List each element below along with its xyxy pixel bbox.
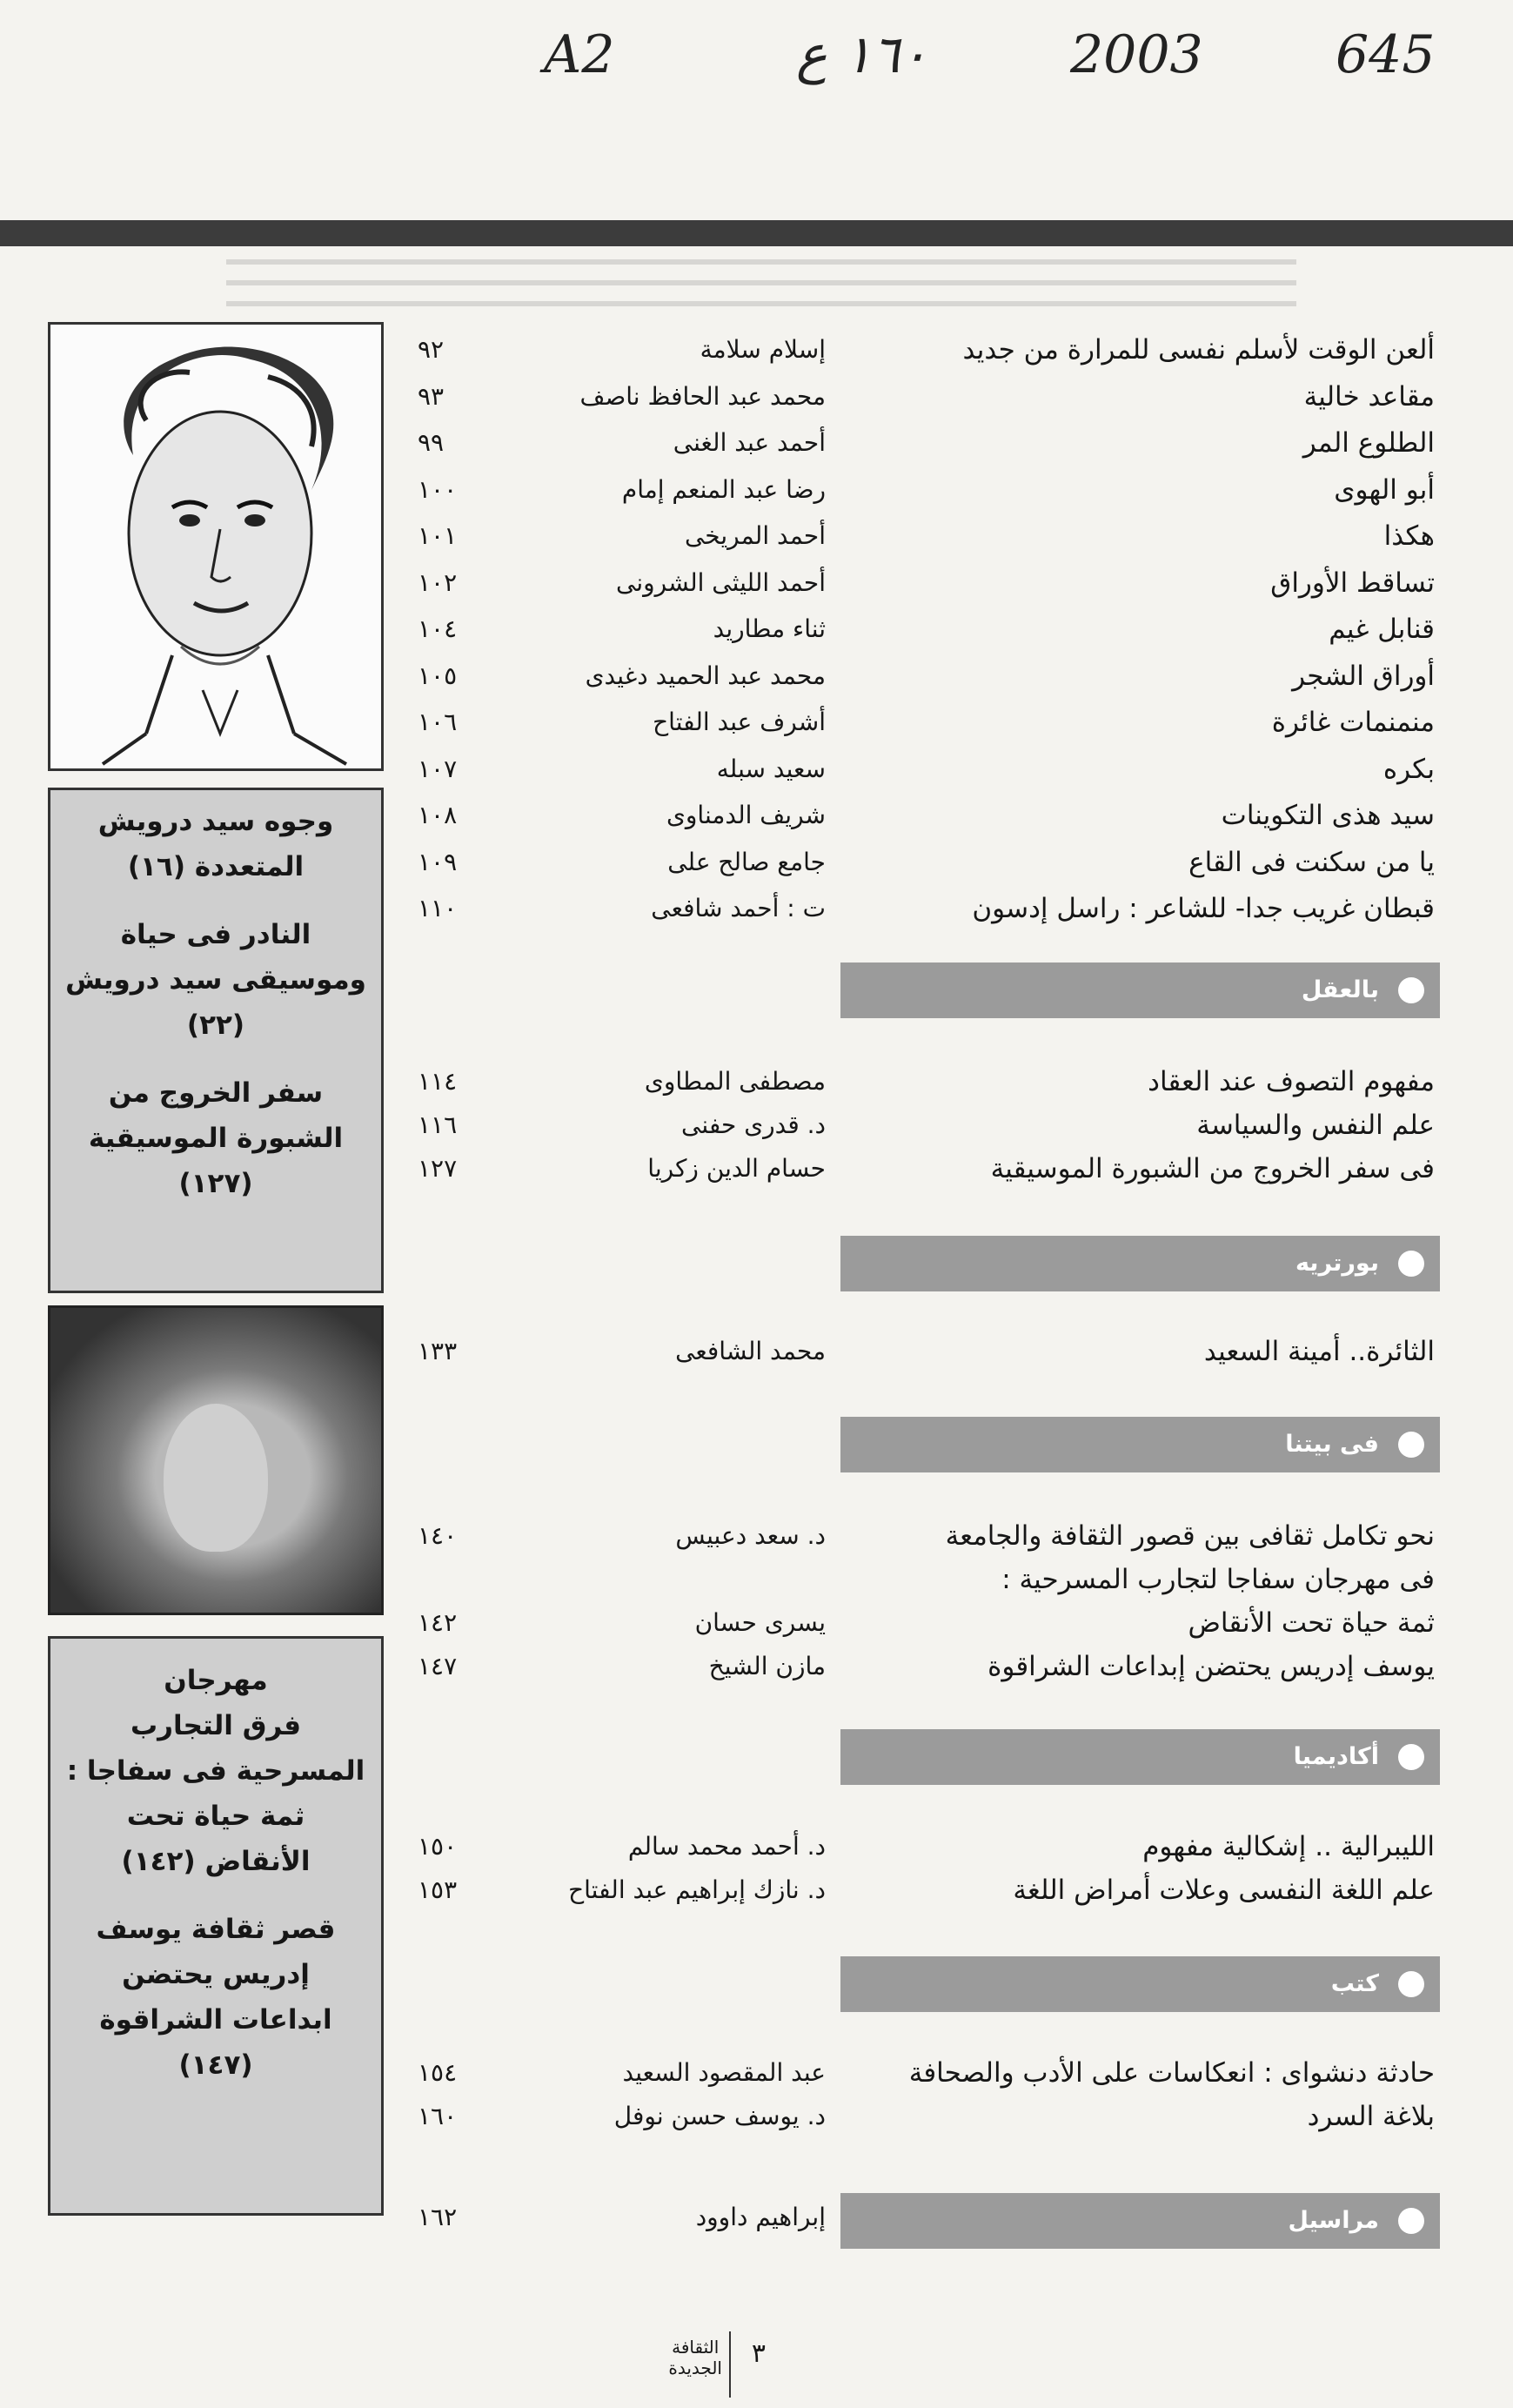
section-label: بورتريه: [1295, 1250, 1379, 1277]
section-label: كتب: [1330, 1970, 1379, 1997]
toc-row: [0, 1556, 1513, 1603]
toc-title: يا من سكنت فى القاع: [1188, 846, 1435, 878]
toc-title: الثائرة.. أمينة السعيد: [1203, 1336, 1435, 1367]
section-label: مراسيل: [1288, 2207, 1379, 2234]
toc-title: فى مهرجان سفاجا لتجارب المسرحية :: [1001, 1564, 1435, 1595]
sidebar-line: وموسيقى سيد درويش: [65, 964, 366, 996]
toc-author: عبد المقصود السعيد: [622, 2058, 826, 2087]
sidebar-line: إدريس يحتضن: [122, 1959, 310, 1990]
sidebar-line: (١٢٧): [178, 1168, 253, 1199]
page-footer: [609, 2337, 766, 2398]
toc-page: ١٠١: [418, 521, 458, 550]
bullet-icon: [1398, 1251, 1424, 1277]
toc-page: ١٠٢: [418, 567, 458, 597]
section-label: فى بيتنا: [1285, 1431, 1379, 1458]
toc-title: علم النفس والسياسة: [1196, 1110, 1435, 1141]
toc-author: حسام الدين زكريا: [647, 1154, 826, 1183]
toc-title: بكره: [1382, 753, 1435, 785]
toc-row: [0, 419, 1513, 466]
toc-author: د. يوسف حسن نوفل: [613, 2102, 826, 2130]
sidebar-line: ثمة حياة تحت: [126, 1801, 305, 1832]
sidebar-line: النادر فى حياة: [120, 919, 311, 950]
sidebar-line: ابداعات الشراقوة: [99, 2004, 332, 2036]
toc-author: أحمد عبد الغنى: [673, 428, 826, 457]
toc-author: محمد عبد الحميد دغيدى: [585, 661, 826, 690]
toc-page: ١١٠: [418, 894, 458, 922]
toc-row: [0, 839, 1513, 886]
toc-row: [0, 513, 1513, 560]
toc-title: فى سفر الخروج من الشبورة الموسيقية: [990, 1153, 1435, 1184]
toc-row: [0, 373, 1513, 420]
toc-row: [0, 1328, 1513, 1375]
toc-row: [0, 1823, 1513, 1870]
toc-row: [0, 746, 1513, 793]
section-header: [840, 1417, 1440, 1472]
section-label: أكاديميا: [1293, 1743, 1379, 1770]
toc-author: ثناء مطاريد: [713, 614, 826, 643]
toc-page: ١٦٢: [418, 2203, 458, 2231]
toc-author: د. نازك إبراهيم عبد الفتاح: [568, 1875, 826, 1904]
toc-author: رضا عبد المنعم إمام: [621, 474, 826, 504]
toc-row: [0, 606, 1513, 653]
toc-page: ١٠٤: [418, 614, 458, 643]
toc-author: مصطفى المطاوى: [644, 1067, 826, 1096]
toc-row: [0, 1600, 1513, 1647]
section-header: [840, 1956, 1440, 2012]
toc-row: [0, 1513, 1513, 1559]
sidebar-line: (٢٢): [186, 1009, 245, 1041]
toc-author: أحمد المريخى: [684, 521, 826, 550]
toc-author: د. سعد دعبيس: [675, 1521, 826, 1550]
toc-title: ثمة حياة تحت الأنقاض: [1188, 1607, 1435, 1639]
footer-divider: [729, 2331, 731, 2398]
toc-title: بلاغة السرد: [1307, 2101, 1435, 2132]
bullet-icon: [1398, 2208, 1424, 2234]
toc-row: [0, 326, 1513, 373]
toc-title: الطلوع المر: [1302, 427, 1435, 459]
toc-author: محمد الشافعى: [675, 1337, 826, 1365]
toc-author: سعيد سبله: [716, 754, 826, 783]
toc-row: [0, 466, 1513, 513]
toc-title: منمنمات غائرة: [1271, 707, 1435, 738]
toc-row: [0, 560, 1513, 607]
toc-author: محمد عبد الحافظ ناصف: [579, 381, 826, 411]
toc-title: نحو تكامل ثقافى بين قصور الثقافة والجامعة: [945, 1520, 1435, 1552]
toc-author: أحمد الليثى الشرونى: [616, 567, 826, 597]
toc-title: علم اللغة النفسى وعلات أمراض اللغة: [1013, 1875, 1435, 1906]
magazine-name-line: الجديدة: [668, 2358, 722, 2378]
toc-page: ١٥٠: [418, 1832, 458, 1861]
toc-page: ١٠٦: [418, 708, 458, 736]
sidebar-line: سفر الخروج من: [108, 1077, 324, 1109]
toc-title: يوسف إدريس يحتضن إبداعات الشراقوة: [987, 1651, 1435, 1682]
toc-page: ١٠٠: [418, 474, 458, 504]
toc-title: قبطان غريب جدا- للشاعر : راسل إدسون: [972, 893, 1435, 924]
toc-row: [0, 2049, 1513, 2096]
toc-page: ١٤٧: [418, 1652, 458, 1680]
handwritten-ref: A2: [544, 24, 615, 85]
toc-row: [0, 1058, 1513, 1105]
toc-page: ١٦٠: [418, 2102, 458, 2130]
sidebar-line: قصر ثقافة يوسف: [96, 1914, 336, 1945]
toc-title: مفهوم التصوف عند العقاد: [1148, 1066, 1435, 1097]
toc-author: إبراهيم داوود: [695, 2203, 826, 2231]
toc-page: ٩٣: [418, 381, 445, 411]
toc-page: ١٢٧: [418, 1154, 458, 1183]
page-number: ٣: [751, 2338, 766, 2369]
toc-page: ١٥٣: [418, 1875, 458, 1904]
bullet-icon: [1398, 1432, 1424, 1458]
sidebar-line: وجوه سيد درويش: [97, 806, 334, 837]
sidebar-line: (١٤٧): [178, 2049, 253, 2081]
toc-page: ١١٤: [418, 1067, 458, 1096]
sidebar-line: فرق التجارب: [131, 1710, 301, 1741]
toc-page: ١٤٢: [418, 1608, 458, 1637]
toc-row: [0, 2093, 1513, 2140]
bullet-icon: [1398, 1744, 1424, 1770]
toc-row: [0, 653, 1513, 700]
toc-title: أبو الهوى: [1334, 473, 1435, 506]
toc-title: هكذا: [1383, 520, 1435, 552]
toc-author: إسلام سلامة: [700, 335, 826, 364]
toc-title: سيد هذى التكوينات: [1221, 800, 1435, 831]
sidebar-line: المسرحية فى سفاجا :: [66, 1755, 365, 1787]
magazine-name: [668, 2337, 722, 2378]
toc-page: ١١٦: [418, 1110, 458, 1139]
toc-author: شريف الدمناوى: [666, 801, 826, 829]
toc-author: جامع صالح على: [667, 847, 826, 876]
sidebar-line: المتعددة (١٦): [127, 851, 305, 882]
toc-page: ١٥٤: [418, 2058, 458, 2087]
section-header: [840, 2193, 1440, 2249]
sidebar-line: الشبورة الموسيقية: [88, 1123, 344, 1154]
toc-page: ١٠٩: [418, 847, 458, 876]
sidebar-line: الأنقاض (١٤٢): [121, 1846, 311, 1877]
toc-title: قنابل غيم: [1329, 614, 1435, 645]
toc-title: الليبرالية .. إشكالية مفهوم: [1142, 1831, 1435, 1862]
section-header: [840, 1729, 1440, 1785]
toc-page: ١٠٨: [418, 801, 458, 829]
toc-row: [0, 792, 1513, 839]
toc-author: مازن الشيخ: [708, 1652, 826, 1680]
section-header: [840, 963, 1440, 1018]
toc-page: ١٣٣: [418, 1337, 458, 1365]
toc-author: أشرف عبد الفتاح: [653, 708, 826, 736]
toc-row: [0, 1145, 1513, 1192]
toc-author: يسرى حسان: [694, 1608, 826, 1637]
handwritten-number: ١٦٠ ع: [796, 24, 928, 85]
magazine-name-line: الثقافة: [672, 2337, 720, 2358]
toc-author: د. أحمد محمد سالم: [627, 1832, 826, 1861]
toc-page: ٩٩: [418, 428, 445, 457]
section-header: [840, 1236, 1440, 1291]
toc-row: [0, 885, 1513, 932]
toc-title: ألعن الوقت لأسلم نفسى للمرارة من جديد: [962, 334, 1435, 366]
bullet-icon: [1398, 977, 1424, 1003]
handwritten-year: 2003: [1070, 24, 1203, 85]
handwritten-code: 645: [1336, 24, 1436, 85]
sidebar-line: مهرجان: [164, 1665, 268, 1696]
toc-page: ١٠٧: [418, 754, 458, 783]
toc-author: د. قدرى حفنى: [681, 1110, 826, 1139]
toc-title: تساقط الأوراق: [1270, 567, 1435, 599]
toc-page: ١٤٠: [418, 1521, 458, 1550]
toc-row: [0, 1102, 1513, 1149]
toc-page: ١٠٥: [418, 661, 458, 690]
bullet-icon: [1398, 1971, 1424, 1997]
toc-title: أوراق الشجر: [1292, 660, 1435, 692]
toc-row: [0, 1867, 1513, 1914]
toc-row: [0, 1643, 1513, 1690]
toc-page: ٩٢: [418, 335, 445, 364]
toc-row: [0, 699, 1513, 746]
section-label: بالعقل: [1301, 976, 1379, 1003]
toc-title: مقاعد خالية: [1303, 380, 1435, 413]
toc-title: حادثة دنشواى : انعكاسات على الأدب والصحافة: [908, 2057, 1435, 2089]
toc-author: ت : أحمد شافعى: [651, 894, 826, 922]
